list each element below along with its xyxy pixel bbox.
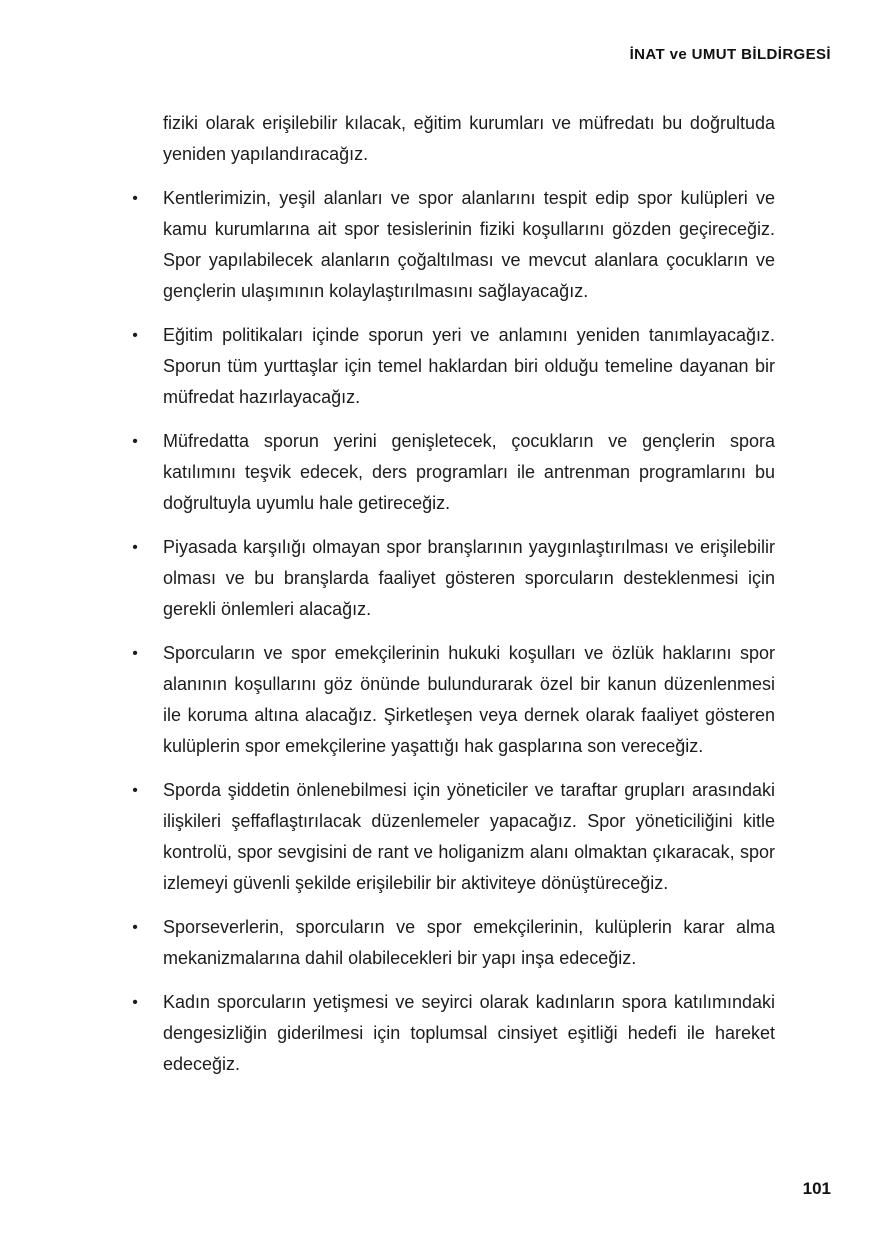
bullet-marker: • xyxy=(132,919,138,936)
continuation-paragraph: fiziki olarak erişilebilir kılacak, eğitim kurumları ve müfredatı bu doğrultuda yeniden yapılandıracağız. xyxy=(163,113,775,164)
bullet-marker: • xyxy=(132,539,138,556)
list-item xyxy=(132,775,775,899)
list-item-text: Sporcuların ve spor emekçilerinin hukuki koşulları ve özlük haklarını spor alanının koşullarını göz önünde bulundurarak özel bir kanun düzenlenmesi ile koruma altına alacağız. Şirketleşen veya dernek olarak faaliyet gösteren kulüplerin spor emekçilerine yaşattığı hak gasplarına son vereceğiz. xyxy=(163,643,775,756)
list-item xyxy=(132,638,775,762)
list-item xyxy=(132,320,775,413)
list-item-text: Sporseverlerin, sporcuların ve spor emekçilerinin, kulüplerin karar alma mekanizmalarına dahil olabilecekleri bir yapı inşa edeceğiz. xyxy=(163,917,775,968)
bullet-marker: • xyxy=(132,327,138,344)
list-item-text: Piyasada karşılığı olmayan spor branşlarının yaygınlaştırılması ve erişilebilir olması ve bu branşlarda faaliyet gösteren sporcuların desteklenmesi için gerekli önlemleri alacağız. xyxy=(163,537,775,619)
list-item xyxy=(132,426,775,519)
list-item-text: Sporda şiddetin önlenebilmesi için yöneticiler ve taraftar grupları arasındaki ilişkileri şeffaflaştırılacak düzenlemeler yapacağız. Spor yöneticiliğini kitle kontrolü, spor sevgisini de rant ve holiganizm alanı olmaktan çıkaracak, spor izlemeyi güvenli şekilde erişilebilir bir aktiviteye dönüştüreceğiz. xyxy=(163,780,775,893)
list-item xyxy=(132,532,775,625)
list-item-text: Kadın sporcuların yetişmesi ve seyirci olarak kadınların spora katılımındaki dengesizliğin giderilmesi için toplumsal cinsiyet eşitliği hedefi ile hareket edeceğiz. xyxy=(163,992,775,1074)
list-item-text: Kentlerimizin, yeşil alanları ve spor alanlarını tespit edip spor kulüpleri ve kamu kurumlarına ait spor tesislerinin fiziki koşullarını gözden geçireceğiz. Spor yapılabilecek alanların çoğaltılması ve mevcut alanlara çocukların ve gençlerin ulaşımının kolaylaştırılmasını sağlayacağız. xyxy=(163,188,775,301)
list-item xyxy=(132,183,775,307)
list-item-text: Müfredatta sporun yerini genişletecek, çocukların ve gençlerin spora katılımını teşvik edecek, ders programları ile antrenman programlarını bu doğrultuyla uyumlu hale getireceğiz. xyxy=(163,431,775,513)
page-content xyxy=(132,108,775,1093)
bullet-marker: • xyxy=(132,782,138,799)
bullet-marker: • xyxy=(132,190,138,207)
bullet-marker: • xyxy=(132,994,138,1011)
bullet-marker: • xyxy=(132,433,138,450)
bullet-marker: • xyxy=(132,645,138,662)
list-item xyxy=(132,987,775,1080)
list-item-text: Eğitim politikaları içinde sporun yeri ve anlamını yeniden tanımlayacağız. Sporun tüm yurttaşlar için temel haklardan biri olduğu temeline dayanan bir müfredat hazırlayacağız. xyxy=(163,325,775,407)
page-number: 101 xyxy=(802,1179,831,1198)
list-item xyxy=(132,912,775,974)
bullet-list xyxy=(132,183,775,1080)
running-header-title: İNAT ve UMUT BİLDİRGESİ xyxy=(629,46,831,63)
